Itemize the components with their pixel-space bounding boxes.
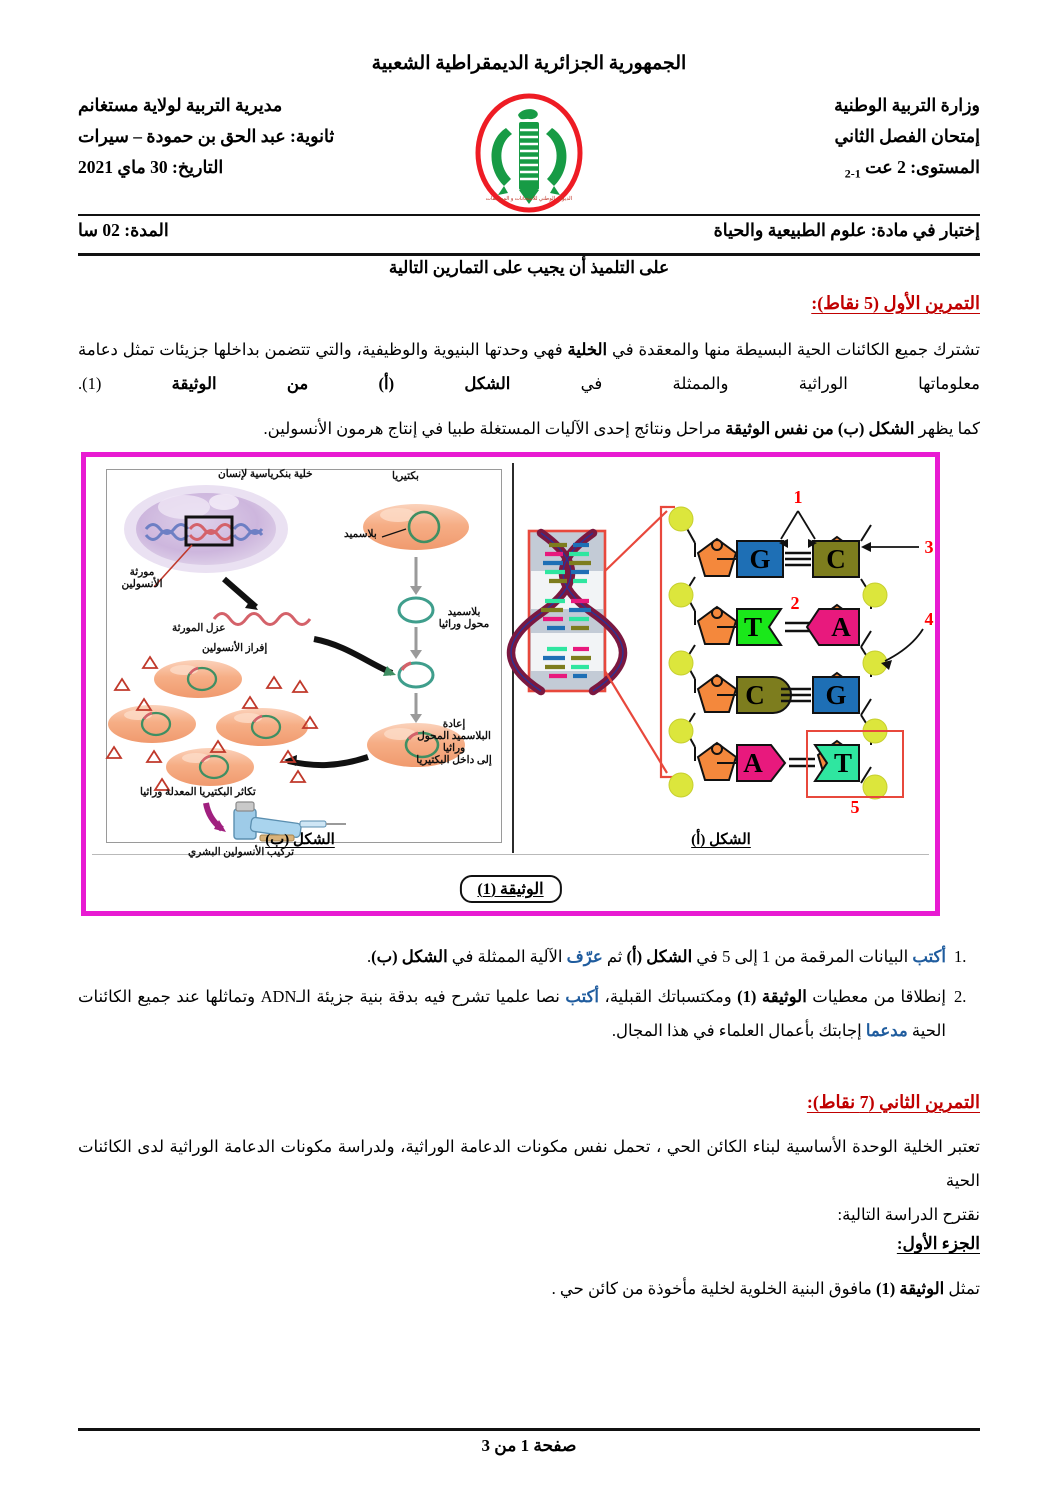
callout-3-number: 3	[924, 537, 934, 557]
base-pair-row-2	[717, 609, 859, 645]
footer-divider	[78, 1428, 980, 1431]
callout-5-number: 5	[850, 797, 860, 817]
callout-2-number: 2	[790, 593, 800, 613]
exercise-1-paragraph-2	[78, 412, 980, 446]
ministry-line: وزارة التربية الوطنية	[834, 95, 980, 115]
education-emblem-icon	[471, 92, 587, 214]
callout-4-leader	[881, 629, 923, 670]
question-text	[78, 940, 946, 974]
svg-text:T: T	[833, 748, 853, 778]
header-left-block	[78, 90, 408, 183]
ex1-p1-seg-c: فهي وحدتها البنيوية والوظيفية، والتي تتضمن بداخلها جزيئات تمثل دعامة معلوماتها الوراثية والممثلة في	[78, 340, 980, 393]
process-arrow-1	[410, 557, 422, 595]
document-1-figure-frame	[81, 452, 940, 916]
header-divider-top	[78, 214, 980, 216]
exercise-2-paragraph-3	[78, 1272, 980, 1306]
part-1-heading: الجزء الأول:	[896, 1234, 980, 1253]
callout-4-number: 4	[924, 609, 934, 629]
q2-seg-3: أكتب	[565, 987, 600, 1006]
question-item	[78, 980, 980, 1048]
label-reinsert-line-1: إعادة	[442, 719, 466, 730]
ex1-p1-seg-b: الخلية	[567, 340, 608, 359]
label-insulin-secretion: إفراز الأنسولين	[202, 643, 268, 654]
ex2-p3-seg-b: الوثيقة (1)	[875, 1279, 945, 1298]
bacteria-colony-illustration	[110, 639, 370, 849]
svg-text:G: G	[749, 544, 771, 574]
dna-double-helix-thumbnail	[511, 531, 623, 691]
callout-1-number: 1	[793, 487, 803, 507]
transformed-plasmid-graphic	[399, 663, 433, 687]
exercise-2-paragraph-2: نقترح الدراسة التالية:	[837, 1205, 980, 1224]
q2-seg-5: مدعما	[865, 1021, 908, 1040]
level-subscript: 1-2	[844, 166, 861, 181]
svg-text:A: A	[831, 612, 851, 642]
label-transformed-plasmid	[432, 607, 496, 631]
svg-text:G: G	[825, 680, 847, 710]
modified-bacteria-group	[108, 660, 308, 786]
label-reinsert-line-2: البلاسميد المحول وراثيا	[417, 731, 491, 754]
q2-seg-6: إجابتك بأعمال العلماء في هذا المجال.	[611, 1021, 866, 1040]
figure-a-caption: الشكل (أ)	[691, 832, 751, 848]
figure-b-caption: الشكل (ب)	[265, 832, 335, 848]
svg-text:الديوان الوطني للامتحانات و ال: الديوان الوطني للامتحانات و المسابقات	[485, 196, 573, 202]
q2-seg-1: الوثيقة (1)	[737, 987, 807, 1006]
free-plasmid-graphic	[399, 598, 433, 622]
q1-seg-0: أكتب	[912, 947, 946, 966]
zoom-bracket	[605, 507, 675, 777]
level-line	[650, 152, 980, 190]
q1-seg-5: الآلية الممثلة في	[447, 947, 567, 966]
arrow-to-vial	[206, 803, 226, 832]
left-sugar-group	[698, 539, 736, 780]
question-text	[78, 980, 946, 1048]
isolated-gene-graphic	[214, 614, 310, 625]
republic-title: الجمهورية الجزائرية الديمقراطية الشعبية	[371, 53, 687, 74]
header-divider-bottom	[78, 253, 980, 256]
q1-seg-2: الشكل (أ)	[626, 947, 693, 966]
question-item	[78, 940, 980, 974]
label-insulin-gene: مورثة الأنسولين	[121, 567, 163, 590]
label-reinsert-line-3: إلى داخل البكتيريا	[416, 755, 492, 766]
ex2-p3-seg-a: تمثل	[944, 1279, 980, 1298]
svg-text:A: A	[743, 748, 763, 778]
q1-seg-3: ثم	[602, 947, 627, 966]
label-transformed-plasmid-line-2: محول وراثيا	[438, 619, 490, 630]
label-bacteria-multiplication: تكاثر البكتيريا المعدلة وراثيا	[140, 787, 256, 798]
ex2-p3-seg-c: مافوق البنية الخلوية لخلية مأخوذة من كائن حي .	[551, 1279, 876, 1298]
nucleotide-ladder	[669, 487, 934, 817]
ex1-p2-seg-c: مراحل ونتائج إحدى الآليات المستغلة طبيا في إنتاج هرمون الأنسولين.	[263, 419, 726, 438]
duration-label: المدة: 02 سا	[78, 220, 169, 240]
label-human-pancreatic-cell: خلية بنكرياسية لإنسان	[218, 469, 313, 480]
q2-seg-0: إنطلاقا من معطيات	[806, 987, 946, 1006]
ex1-p1-seg-a: تشترك جميع الكائنات الحية البسيطة منها والمعقدة في	[607, 340, 980, 359]
label-transformed-plasmid-line-1: بلاسميد	[447, 607, 481, 618]
svg-text:C: C	[826, 544, 846, 574]
directorate-line: مديرية التربية لولاية مستغانم	[78, 95, 283, 115]
label-bacteria: بكتيريا	[392, 471, 419, 482]
right-phosphate-group	[863, 583, 887, 799]
question-number: 2.	[954, 987, 967, 1006]
page-number: صفحة 1 من 3	[481, 1436, 577, 1455]
q2-seg-2: ومكتسباتك القبلية،	[599, 987, 738, 1006]
document-1-inner	[86, 457, 935, 911]
header-right-block	[650, 90, 980, 190]
process-arrow-2	[410, 627, 422, 659]
q1-seg-7: .	[366, 947, 372, 966]
callout-1-leader	[779, 511, 817, 548]
label-plasmid: بلاسميد	[344, 529, 377, 540]
ex1-p1-seg-d: الشكل (أ) من الوثيقة	[171, 374, 511, 393]
instruction-line: على التلميذ أن يجيب على التمارين التالية	[388, 258, 670, 277]
svg-text:T: T	[743, 612, 763, 642]
subject-row	[78, 220, 980, 252]
label-reinsert-plasmid	[408, 719, 500, 767]
callout-3-leader	[861, 542, 919, 552]
ex1-p1-seg-e: (1).	[78, 374, 172, 393]
exercise-2-paragraph-1: تعتبر الخلية الوحدة الأساسية لبناء الكائن الحي ، تحمل نفس مكونات الدعامة الوراثية، ولدراسة مكونات الدعامة الوراثية لدى الكائنات الحية	[78, 1137, 980, 1190]
label-human-insulin-synthesis: تركيب الأنسولين البشري	[188, 847, 295, 858]
q2-seg-4: نصا علميا تشرح فيه بدقة بنية جزيئة الـADN وتماثلها عند جميع الكائنات الحية	[78, 987, 946, 1040]
school-line: ثانوية: عبد الحق بن حمودة – سيرات	[78, 126, 335, 146]
figure-a-panel	[513, 463, 934, 853]
exercise-1-question-list	[78, 940, 980, 1054]
q1-seg-4: عرّف	[566, 947, 603, 966]
bacteria-graphic	[363, 504, 469, 550]
ex1-p2-seg-a: كما يظهر	[914, 419, 980, 438]
svg-text:C: C	[745, 680, 765, 710]
base-pair-row-3	[717, 677, 859, 713]
subject-label: إختبار في مادة: علوم الطبيعية والحياة	[713, 220, 980, 240]
left-phosphate-group	[669, 507, 693, 797]
q1-seg-6: الشكل (ب)	[371, 947, 448, 966]
exam-line: إمتحان الفصل الثاني	[834, 126, 980, 146]
question-number: 1.	[954, 947, 967, 966]
level-text: المستوى: 2 عت	[860, 157, 980, 177]
exercise-2-heading: التمرين الثاني (7 نقاط):	[806, 1092, 980, 1112]
date-line: التاريخ: 30 ماي 2021	[78, 157, 224, 177]
ex1-p2-seg-b: الشكل (ب) من نفس الوثيقة	[725, 419, 915, 438]
exercise-1-paragraph-1	[78, 333, 980, 401]
exercise-1-heading: التمرين الأول (5 نقاط):	[811, 293, 980, 313]
document-1-label: الوثيقة (1)	[459, 875, 561, 903]
arrow-isolate-gene	[224, 579, 258, 610]
q1-seg-1: البيانات المرقمة من 1 إلى 5 في	[692, 947, 913, 966]
figure-a-illustration	[519, 473, 937, 821]
figure-b-panel	[92, 463, 508, 858]
label-gene-isolation: عزل المورثة	[172, 623, 226, 634]
